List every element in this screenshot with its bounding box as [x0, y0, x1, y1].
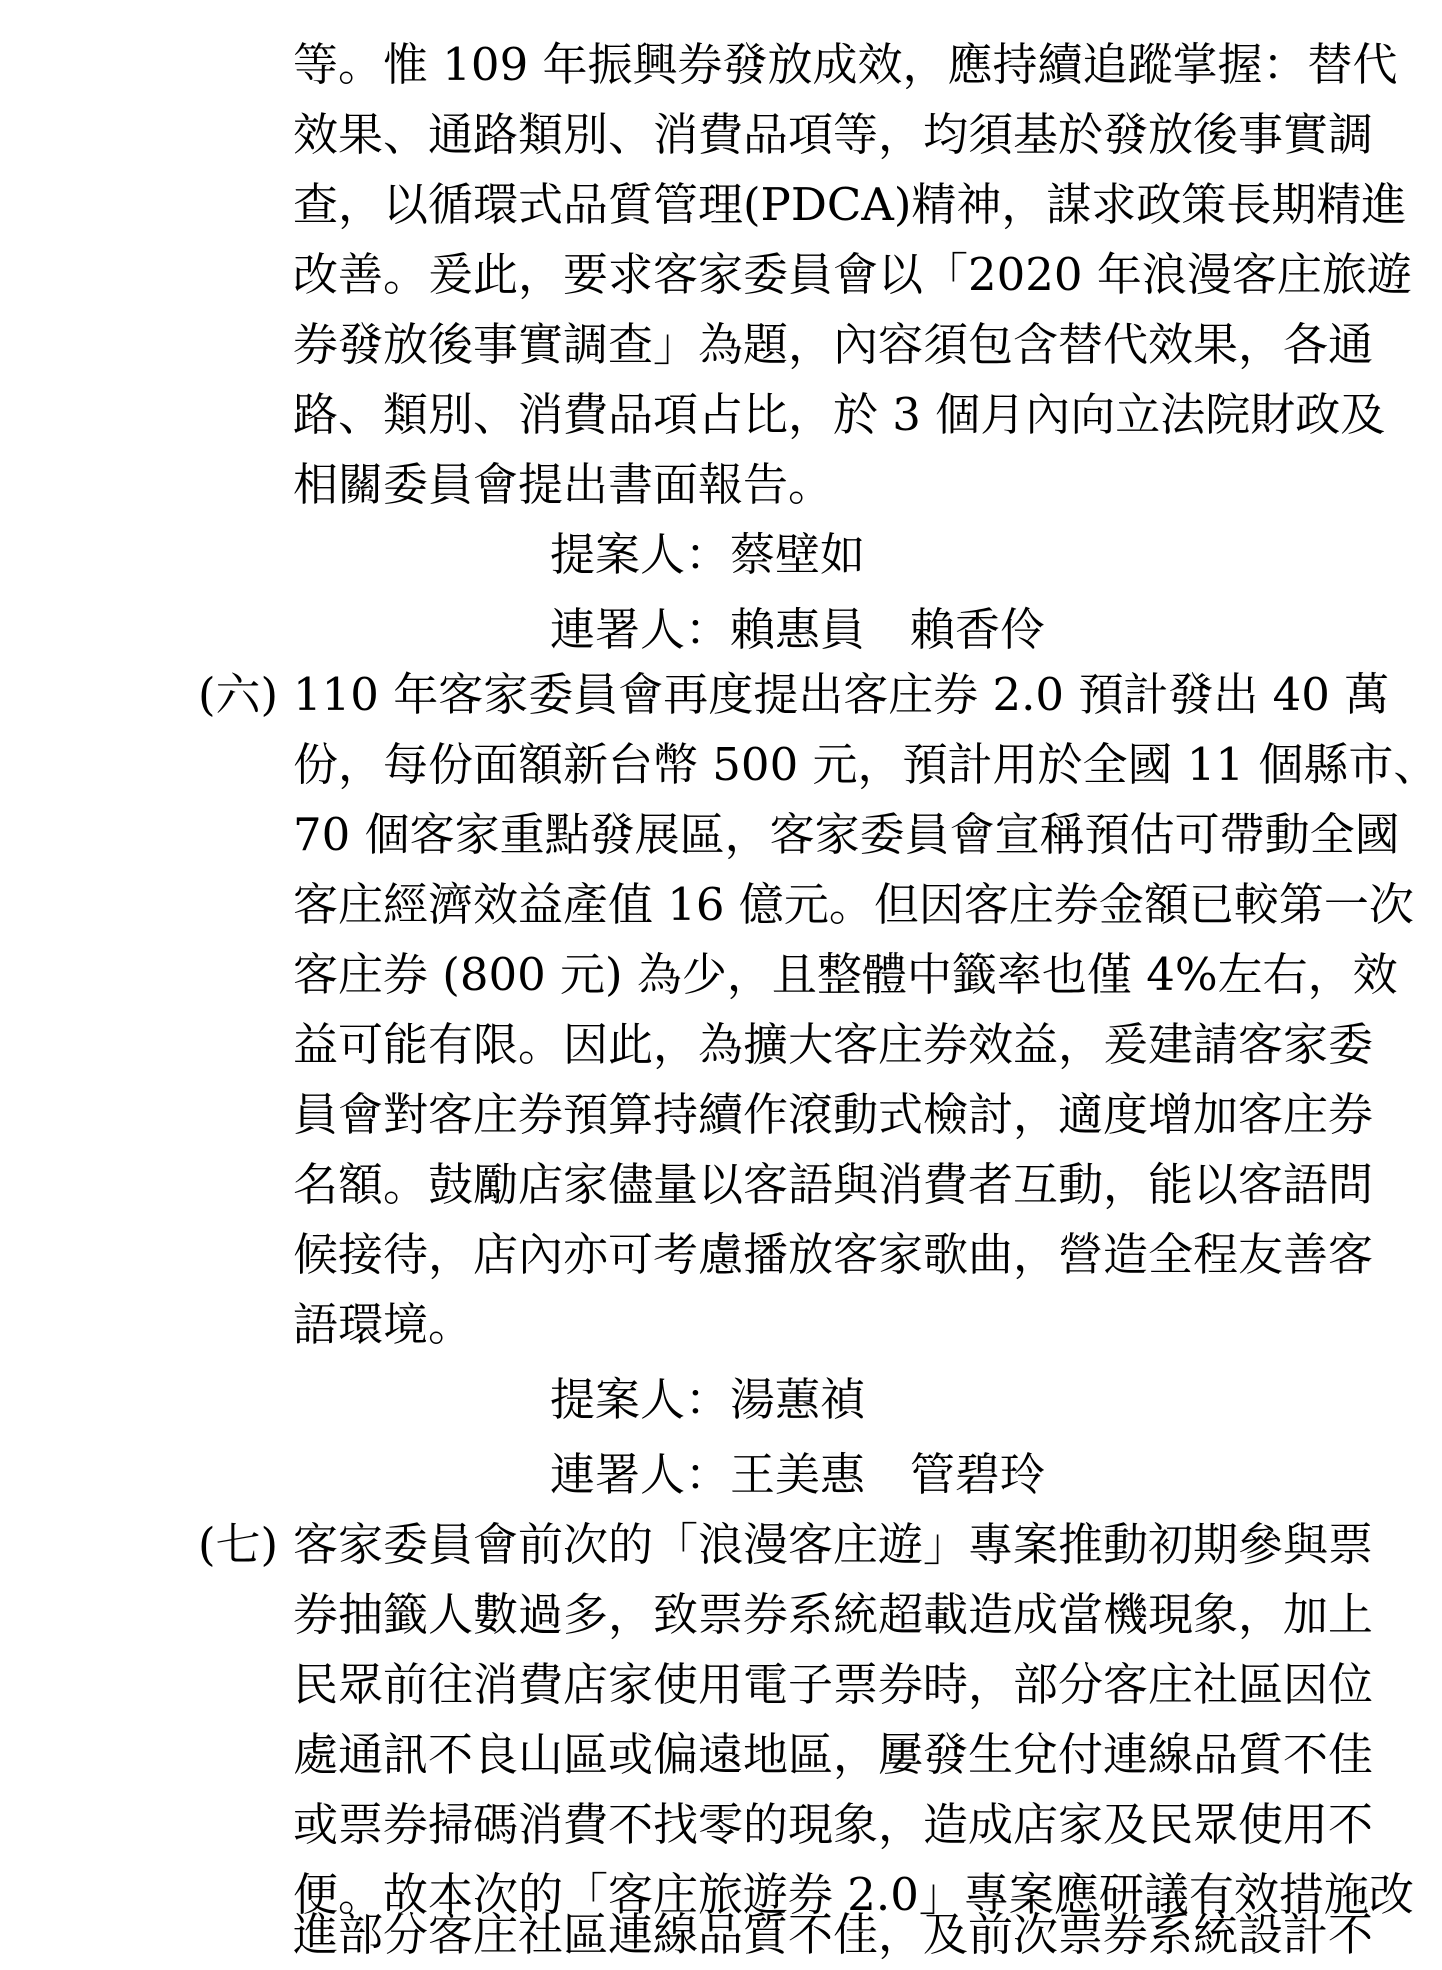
item-label: (六) — [198, 668, 279, 721]
text-line: 客庄券 (800 元) 為少，且整體中籤率也僅 4%左右，效 — [293, 948, 1398, 1001]
text-line: 份，每份面額新台幣 500 元，預計用於全國 11 個縣市、 — [293, 738, 1439, 791]
text-line: 路、類別、消費品項占比，於 3 個月內向立法院財政及 — [293, 388, 1386, 441]
item-label: (七) — [198, 1518, 279, 1571]
text-line: 客家委員會前次的「浪漫客庄遊」專案推動初期參與票 — [293, 1518, 1374, 1571]
cosigners-line: 連署人：賴惠員 賴香伶 — [550, 603, 1046, 656]
text-line: 客庄經濟效益產值 16 億元。但因客庄券金額已較第一次 — [293, 878, 1414, 931]
text-line: 候接待，店內亦可考慮播放客家歌曲，營造全程友善客 — [293, 1228, 1374, 1281]
proposer-line: 提案人：蔡壁如 — [550, 528, 866, 581]
text-line: 或票券掃碼消費不找零的現象，造成店家及民眾使用不 — [293, 1798, 1374, 1851]
text-line: 民眾前往消費店家使用電子票券時，部分客庄社區因位 — [293, 1658, 1374, 1711]
text-line: 便。故本次的「客庄旅遊券 2.0」專案應研議有效措施改 — [293, 1868, 1414, 1921]
text-line: 110 年客家委員會再度提出客庄券 2.0 預計發出 40 萬 — [293, 668, 1390, 721]
text-line: 進部分客庄社區連線品質不佳，及前次票券系統設計不 — [293, 1908, 1374, 1961]
text-line: 員會對客庄券預算持續作滾動式檢討，適度增加客庄券 — [293, 1088, 1374, 1141]
proposer-line: 提案人：湯蕙禎 — [550, 1373, 866, 1426]
cosigners-line: 連署人：王美惠 管碧玲 — [550, 1448, 1046, 1501]
text-line: 處通訊不良山區或偏遠地區，屢發生兌付連線品質不佳 — [293, 1728, 1374, 1781]
text-line: 改善。爰此，要求客家委員會以「2020 年浪漫客庄旅遊 — [293, 248, 1412, 301]
text-line: 語環境。 — [293, 1298, 474, 1351]
text-line: 名額。鼓勵店家儘量以客語與消費者互動，能以客語問 — [293, 1158, 1374, 1211]
text-line: 益可能有限。因此，為擴大客庄券效益，爰建請客家委 — [293, 1018, 1374, 1071]
text-line: 券發放後事實調查」為題，內容須包含替代效果，各通 — [293, 318, 1374, 371]
text-line: 相關委員會提出書面報告。 — [293, 458, 834, 511]
text-line: 查，以循環式品質管理(PDCA)精神，謀求政策長期精進 — [293, 178, 1407, 231]
text-line: 70 個客家重點發展區，客家委員會宣稱預估可帶動全國 — [293, 808, 1400, 861]
text-line: 券抽籤人數過多，致票券系統超載造成當機現象，加上 — [293, 1588, 1374, 1641]
text-line: 效果、通路類別、消費品項等，均須基於發放後事實調 — [293, 108, 1374, 161]
text-line: 等。惟 109 年振興券發放成效，應持續追蹤掌握：替代 — [293, 38, 1398, 91]
